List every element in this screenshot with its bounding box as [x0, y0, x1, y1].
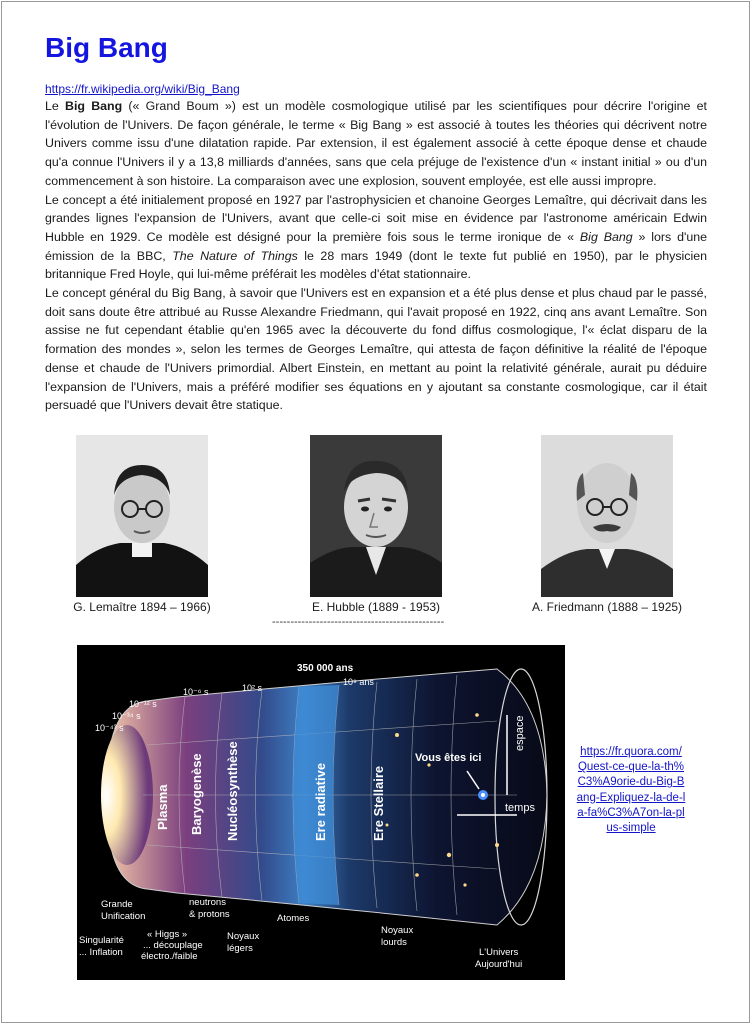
portrait-friedmann: [541, 435, 673, 597]
label-grande-unification-2: Unification: [101, 911, 146, 922]
label-higgs-2: ... découplage: [143, 940, 203, 951]
era-nucleosynthese: Nucléosynthèse: [225, 741, 240, 841]
article-body: [45, 97, 707, 415]
bold-term: Big Bang: [65, 99, 123, 113]
document-page: [1, 1, 750, 1023]
label-noyaux-legers-2: légers: [227, 943, 253, 954]
time-label-1e-12: 10⁻¹² s: [129, 699, 157, 709]
paragraph-concept: Le concept général du Big Bang, à savoir que l'Univers est en expansion et a été plus dense et plus chaud par le passé, doit sans doute être attribué au Russe Alexandre Friedmann, qui l'avait proposé en 1922, cinq ans avant Lemaître. Son assise ne fut cependant établie qu'en 1965 avec la découverte du fond diffus cosmologique, l'« éclat disparu de la formation des mondes », selon les termes de Georges Lemaître, qui attesta de façon définitive la réalité de l'époque dense et chaude de l'Univers primordial. Albert Einstein, en mettant au point la relativité générale, aurait pu déduire l'expansion de l'Univers, mais a préféré modifier ses équations en y ajoutant sa constante cosmologique, car il était persuadé que l'Univers devait être statique.: [45, 286, 707, 413]
paragraph-history: Le concept a été initialement proposé en 1927 par l'astrophysicien et chanoine Georges Lemaître, qui décrivait dans les grandes lignes l'expansion de l'Univers, avant que celle-ci soit mise en évidence par l'astronome américain Edwin Hubble en 1929. Ce modèle est désigné pour la première fois sous le terme ironique de « Big Bang » lors d'une émission de la BBC, The Nature of Things le 28 mars 1949 (dont le texte fut publié en 1950), par le physicien britannique Fred Hoyle, qui lui-même préférait les modèles d'état stationnaire.: [45, 192, 708, 282]
quora-source-link[interactable]: https://fr.quora.com/Quest-ce-que-la-th%C3%A9orie-du-Big-Bang-Expliquez-la-de-la-fa%C3%A7on-la-plus-simple: [576, 746, 686, 835]
label-atomes: Atomes: [277, 913, 310, 924]
label-grande-unification-1: Grande: [101, 899, 133, 910]
caption-lemaitre: G. Lemaître 1894 – 1966): [73, 600, 211, 614]
you-are-here-label: Vous êtes ici: [415, 752, 482, 764]
era-stellaire: Ere Stellaire: [371, 765, 386, 841]
label-singularite-2: ... Inflation: [79, 947, 123, 958]
time-label-1e-6: 10⁻⁶ s: [183, 687, 209, 697]
label-higgs-3: électro./faible: [141, 951, 198, 962]
italic-title: The Nature of Things: [172, 248, 298, 263]
time-axis-label: temps: [505, 802, 535, 814]
paragraph-intro: Le Big Bang (« Grand Boum ») est un modèle cosmologique utilisé par les scientifiques pour décrire l'origine et l'évolution de l'Univers. De façon générale, le terme « Big Bang » est associé à toutes les théories qui décrivent notre Univers comme issu d'une dilatation rapide. Par extension, il est également associé à cette époque dense et chaude qu'a connue l'Univers il y a 13,8 milliards d'années, sans que cela préjuge de l'existence d'un « instant initial » ou d'un commencement à son histoire. La comparaison avec une explosion, souvent employée, est elle aussi impropre.: [45, 99, 707, 188]
label-neutrons-2: & protons: [189, 909, 230, 920]
wikipedia-source-link[interactable]: https://fr.wikipedia.org/wiki/Big_Bang: [45, 82, 240, 96]
era-radiative: Ere radiative: [313, 762, 328, 841]
time-label-1e-43: 10⁻⁴³ s: [95, 723, 124, 733]
label-univers-1: L'Univers: [479, 947, 519, 958]
space-axis-label: espace: [514, 715, 526, 751]
label-noyaux-lourds-2: lourds: [381, 937, 407, 948]
label-noyaux-lourds-1: Noyaux: [381, 925, 414, 936]
label-univers-2: Aujourd'hui: [475, 959, 523, 970]
era-plasma: Plasma: [155, 784, 170, 830]
label-higgs-1: « Higgs »: [147, 929, 188, 940]
caption-friedmann: A. Friedmann (1888 – 1925): [531, 600, 683, 614]
separator-line: -----------------------------------------------: [272, 616, 445, 628]
time-label-350000: 350 000 ans: [297, 663, 354, 674]
label-neutrons-1: neutrons: [189, 897, 226, 908]
label-noyaux-legers-1: Noyaux: [227, 931, 260, 942]
era-baryogenese: Baryogenèse: [189, 753, 204, 835]
portrait-hubble: [310, 435, 442, 597]
italic-term: Big Bang: [579, 229, 633, 244]
portrait-lemaitre: [76, 435, 208, 597]
time-label-1e2: 10² s: [242, 683, 263, 693]
caption-hubble: E. Hubble (1889 - 1953): [311, 600, 441, 614]
page-title: Big Bang: [45, 32, 168, 63]
big-bang-timeline-diagram: [77, 645, 565, 980]
time-label-1e-34: 10⁻³⁴ s: [112, 711, 141, 721]
time-label-1e9: 10⁹ ans: [343, 677, 374, 687]
label-singularite-1: Singularité: [79, 935, 124, 946]
